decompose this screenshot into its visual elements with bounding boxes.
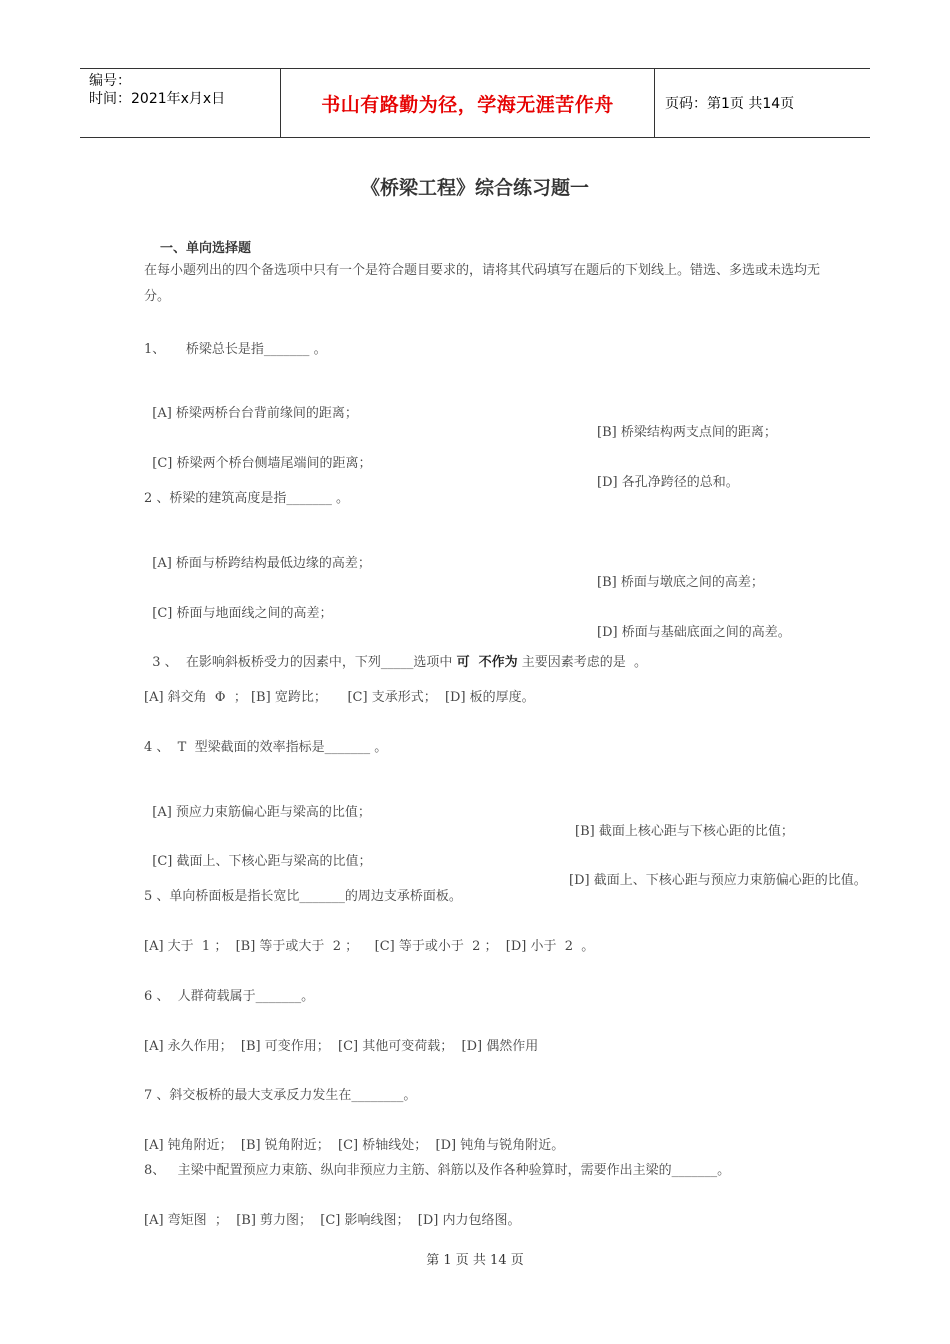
question-6-options: [A] 永久作用； [B] 可变作用； [C] 其他可变荷载； [D] 偶然作用 [144, 1039, 539, 1054]
question-4-stem: 4 、 T 型梁截面的效率指标是_______ 。 [144, 740, 388, 755]
question-2-option-c: [C] 桥面与地面线之间的高差； [152, 606, 333, 621]
question-2-option-d: [D] 桥面与基础底面之间的高差。 [597, 625, 791, 640]
question-4-option-a: [A] 预应力束筋偏心距与梁高的比值； [152, 805, 371, 820]
question-4-options-row-2 [144, 835, 867, 888]
question-1-options-row-1 [144, 387, 777, 440]
question-3-stem [144, 636, 647, 670]
question-1-option-a: [A] 桥梁两桥台台背前缘间的距离； [152, 406, 358, 421]
header-table [80, 68, 870, 138]
question-4-option-b: [B] 截面上核心距与下核心距的比值； [575, 824, 794, 839]
number-label: 编号： [89, 73, 131, 89]
question-2-options-row-1 [144, 537, 764, 590]
question-6-stem: 6 、 人群荷载属于_______。 [144, 989, 315, 1004]
question-3-stem-emphasis: 可 不作为 [456, 655, 518, 670]
question-1-options-row-2 [144, 437, 739, 490]
question-7-options: [A] 钝角附近； [B] 锐角附近； [C] 桥轴线处； [D] 钝角与锐角附近。 [144, 1138, 565, 1153]
question-2-options-row-2 [144, 587, 791, 640]
question-7-stem: 7 、斜交板桥的最大支承反力发生在________。 [144, 1088, 417, 1103]
question-1-option-d: [D] 各孔净跨径的总和。 [597, 475, 739, 490]
question-2-stem: 2 、桥梁的建筑高度是指_______ 。 [144, 491, 350, 506]
section-intro: 在每小题列出的四个备选项中只有一个是符合题目要求的，请将其代码填写在题后的下划线上。错选、多选或未选均无分。 [144, 263, 821, 304]
question-3-stem-post: 主要因素考虑的是 。 [517, 655, 648, 670]
question-8-stem: 8、 主梁中配置预应力束筋、纵向非预应力主筋、斜筋以及作各种验算时，需要作出主梁的_______。 [144, 1163, 731, 1178]
header-motto: 书山有路勤为径，学海无涯苦作舟 [281, 69, 655, 137]
header-page-info: 页码：第1页 共14页 [665, 96, 795, 112]
question-8-options: [A] 弯矩图 ； [B] 剪力图； [C] 影响线图； [D] 内力包络图。 [144, 1213, 521, 1228]
question-1-option-b: [B] 桥梁结构两支点间的距离； [597, 425, 777, 440]
question-2-option-a: [A] 桥面与桥跨结构最低边缘的高差； [152, 556, 371, 571]
question-4-option-d: [D] 截面上、下核心距与预应力束筋偏心距的比值。 [569, 873, 867, 888]
page-footer: 第 1 页 共 14 页 [426, 1253, 524, 1268]
question-1-option-c: [C] 桥梁两个桥台侧墙尾端间的距离； [152, 456, 372, 471]
question-5-options: [A] 大于 1 ； [B] 等于或大于 2 ； [C] 等于或小于 2 ； [D] 小于 2 。 [144, 939, 595, 954]
question-4-option-c: [C] 截面上、下核心距与梁高的比值； [152, 854, 372, 869]
question-1-stem: 1、 桥梁总长是指_______ 。 [144, 342, 327, 357]
question-4-options-row-1 [144, 786, 794, 839]
document-title: 《桥梁工程》综合练习题一 [360, 177, 589, 199]
header-meta [80, 69, 281, 137]
question-3-stem-pre: 3 、 在影响斜板桥受力的因素中，下列_____选项中 [152, 655, 457, 670]
time-label: 时间：2021年x月x日 [89, 91, 226, 107]
question-2-option-b: [B] 桥面与墩底之间的高差； [597, 575, 764, 590]
question-5-stem: 5 、单向桥面板是指长宽比_______的周边支承桥面板。 [144, 889, 462, 904]
section-heading: 一、单向选择题 [160, 241, 252, 256]
question-3-options: [A] 斜交角 Φ ； [B] 宽跨比； [C] 支承形式； [D] 板的厚度。 [144, 690, 535, 705]
